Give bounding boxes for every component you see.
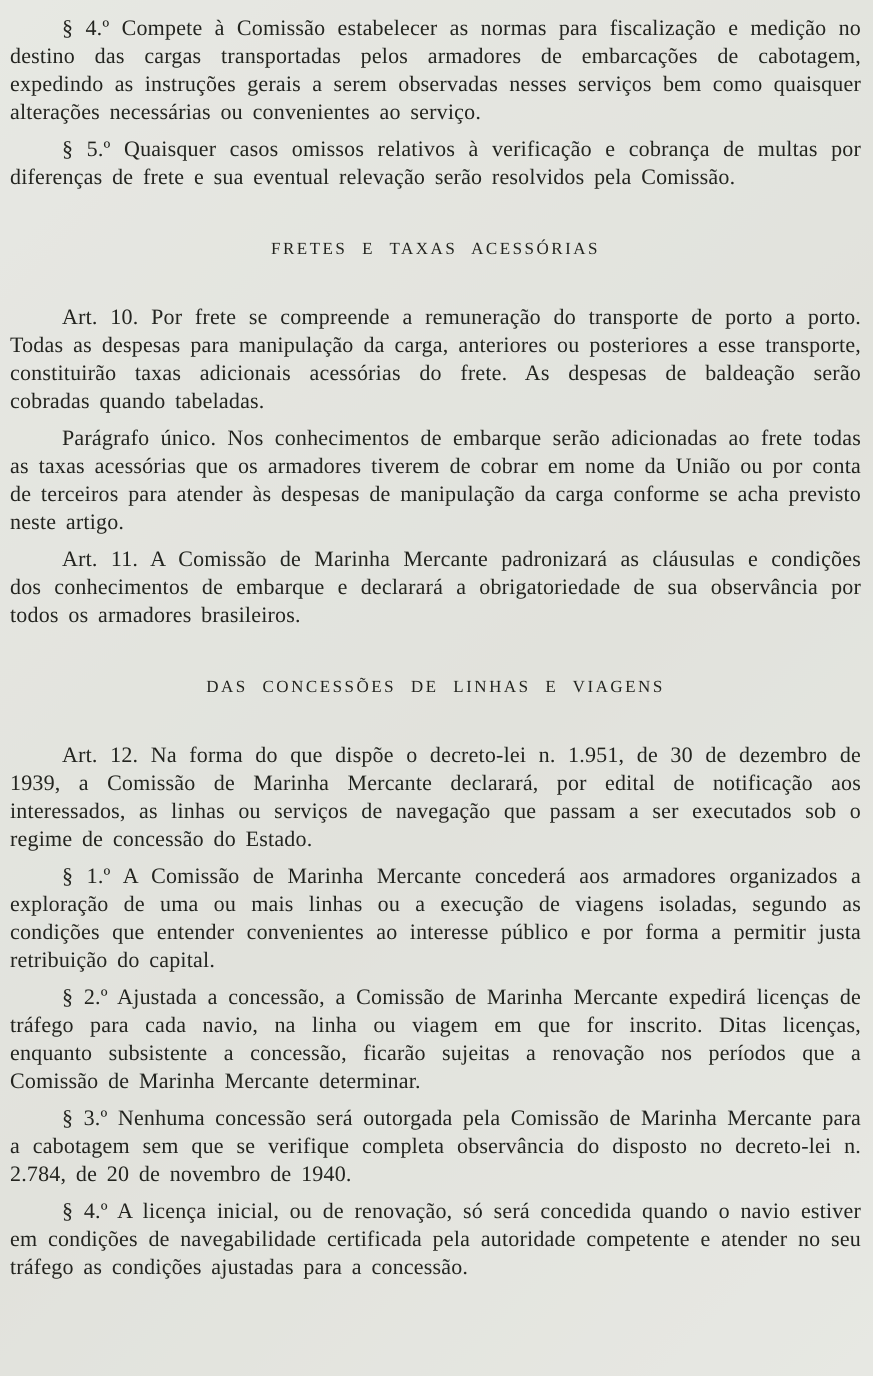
paragraph-paragrafo-unico: Parágrafo único. Nos conhecimentos de embarque serão adicionadas ao frete todas as taxas acessórias que os armadores tiverem de cobrar em nome da União ou por conta de terceiros para atender às despesas de manipulação da carga conforme se acha previsto neste artigo. xyxy=(10,425,861,534)
paragraph-sec-1-concedera: § 1.º A Comissão de Marinha Mercante concederá aos armadores organizados a exploração de uma ou mais linhas ou a execução de viagens isoladas, segundo as condições que entender convenientes ao interesse público e por forma a permitir justa retribuição do capital. xyxy=(10,863,861,972)
paragraph-sec-2-licencas-trafego: § 2.º Ajustada a concessão, a Comissão de Marinha Mercante expedirá licenças de tráfego para cada navio, na linha ou viagem em que for inscrito. Ditas licenças, enquanto subsistente a concessão, ficarão sujeitas a renovação nos períodos que a Comissão de Marinha Mercante determinar. xyxy=(10,984,861,1093)
paragraph-art-12: Art. 12. Na forma do que dispõe o decreto-lei n. 1.951, de 30 de dezembro de 1939, a Comissão de Marinha Mercante declarará, por edital de notificação aos interessados, as linhas ou serviços de navegação que passam a ser executados sob o regime de concessão do Estado. xyxy=(10,742,861,851)
section-heading-concessoes-de-linhas-e-viagens: DAS CONCESSÕES DE LINHAS E VIAGENS xyxy=(206,677,665,696)
section-heading-fretes-e-taxas-acessorias: FRETES E TAXAS ACESSÓRIAS xyxy=(270,239,600,258)
paragraph-sec-4-licenca-inicial: § 4.º A licença inicial, ou de renovação, só será concedida quando o navio estiver em condições de navegabilidade certificada pela autoridade competente e atender no seu tráfego as condições ajustadas para a concessão. xyxy=(10,1198,861,1279)
paragraph-sec-3-outorga: § 3.º Nenhuma concessão será outorgada pela Comissão de Marinha Mercante para a cabotagem sem que se verifique completa observância do disposto no decreto-lei n. 2.784, de 20 de novembro de 1940. xyxy=(10,1105,861,1186)
paragraph-art-10: Art. 10. Por frete se compreende a remuneração do transporte de porto a porto. Todas as despesas para manipulação da carga, anteriores ou posteriores a esse transporte, constituirão taxas adicionais acessórias do frete. As despesas de baldeação serão cobradas quando tabeladas. xyxy=(10,304,861,413)
paragraph-art-11: Art. 11. A Comissão de Marinha Mercante padronizará as cláusulas e condições dos conhecimentos de embarque e declarará a obrigatoriedade de sua observância por todos os armadores brasileiros. xyxy=(10,546,861,627)
paragraph-sec-4-fiscalizacao: § 4.º Compete à Comissão estabelecer as normas para fiscalização e medição no destino das cargas transportadas pelos armadores de embarcações de cabotagem, expedindo as instruções gerais a serem observadas nesses serviços bem como quaisquer alterações necessárias ou convenientes ao serviço. xyxy=(10,15,861,124)
paragraph-sec-5-casos-omissos: § 5.º Quaisquer casos omissos relativos à verificação e cobrança de multas por diferenças de frete e sua eventual relevação serão resolvidos pela Comissão. xyxy=(10,136,861,189)
